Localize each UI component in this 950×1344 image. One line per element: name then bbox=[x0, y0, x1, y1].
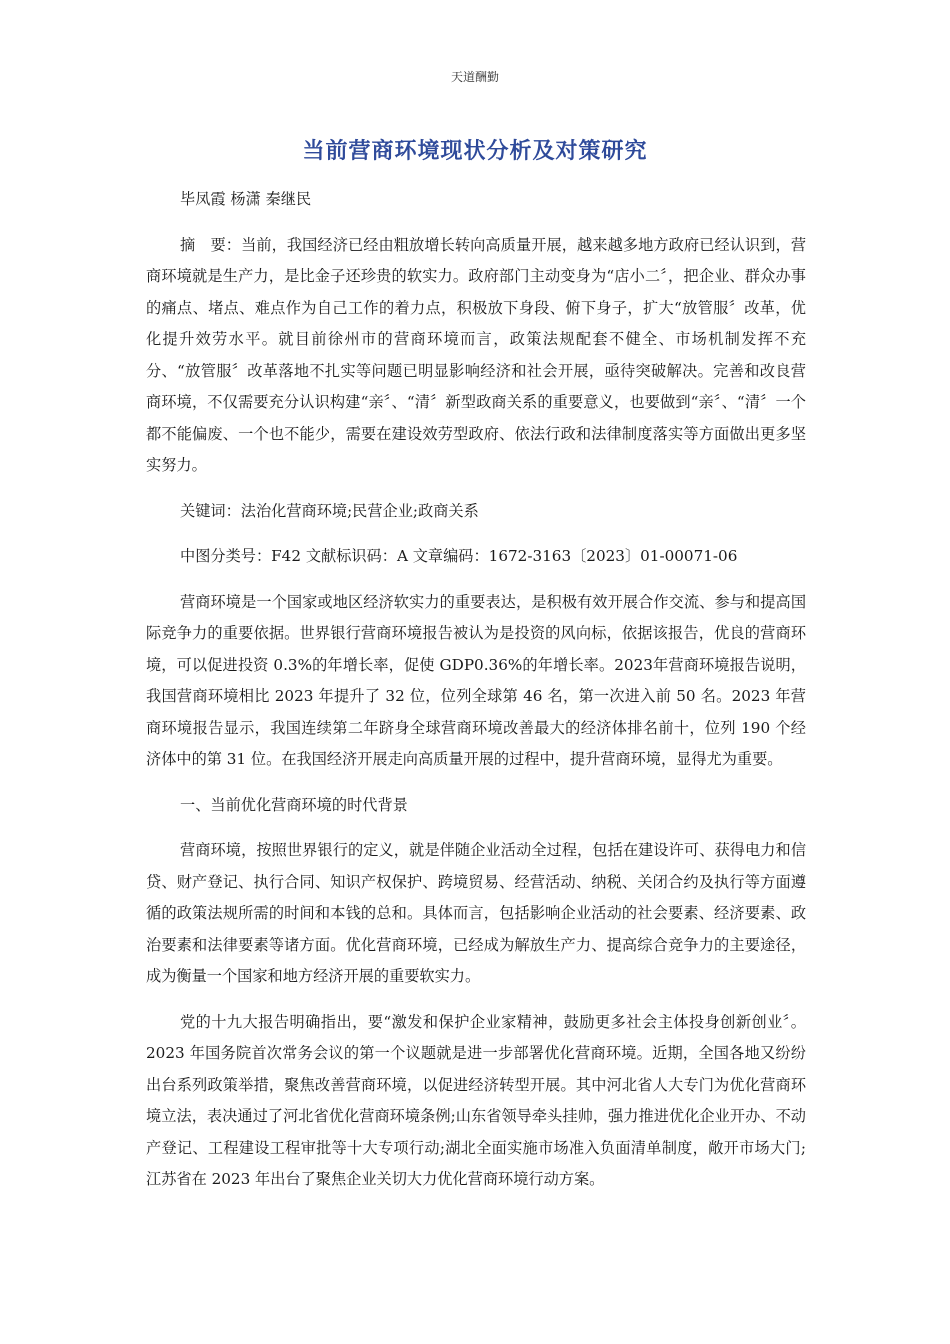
intro-paragraph: 营商环境是一个国家或地区经济软实力的重要表达，是积极有效开展合作交流、参与和提高国际竞争力的重要依据。世界银行营商环境报告被认为是投资的风向标，依据该报告，优良的营商环境，可以促进投资 0.3%的年增长率，促使 GDP0.36%的年增长率。2023年营商环境报告说明，我国营商环境相比 2023 年提升了 32 位，位列全球第 46 名，第一次进入前 50 名。2023 年营商环境报告显示，我国连续第二年跻身全球营商环境改善最大的经济体排名前十，位列 190 个经济体中的第 31 位。在我国经济开展走向高质量开展的过程中，提升营商环境，显得尤为重要。 bbox=[146, 592, 806, 768]
authors-line: 毕凤霞 杨潇 秦继民 bbox=[180, 190, 312, 208]
abstract-paragraph: 摘 要：当前，我国经济已经由粗放增长转向高质量开展，越来越多地方政府已经认识到，营商环境就是生产力，是比金子还珍贵的软实力。政府部门主动变身为“店小二〞，把企业、群众办事的痛点、堵点、难点作为自己工作的着力点，积极放下身段、俯下身子，扩大“放管服〞改革，优化提升效劳水平。就目前徐州市的营商环境而言，政策法规配套不健全、市场机制发挥不充分、“放管服〞改革落地不扎实等问题已明显影响经济和社会开展，亟待突破解决。完善和改良营商环境，不仅需要充分认识构建“亲〞、“清〞新型政商关系的重要意义，也要做到“亲〞、“清〞一个都不能偏废、一个也不能少，需要在建设效劳型政府、依法行政和法律制度落实等方面做出更多坚实努力。 bbox=[146, 235, 806, 474]
body-paragraph-definition: 营商环境，按照世界银行的定义，就是伴随企业活动全过程，包括在建设许可、获得电力和信贷、财产登记、执行合同、知识产权保护、跨境贸易、经营活动、纳税、关闭合约及执行等方面遵循的政策法规所需的时间和本钱的总和。具体而言，包括影响企业活动的社会要素、经济要素、政治要素和法律要素等诸方面。优化营商环境，已经成为解放生产力、提高综合竞争力的主要途径，成为衡量一个国家和地方经济开展的重要软实力。 bbox=[146, 841, 806, 985]
article-body bbox=[146, 184, 806, 1210]
keywords-line: 关键词：法治化营商环境;民营企业;政商关系 bbox=[180, 501, 479, 520]
running-header: 天道酬勤 bbox=[450, 70, 499, 84]
section-heading: 一、当前优化营商环境的时代背景 bbox=[180, 795, 408, 814]
body-paragraph-policy: 党的十九大报告明确指出，要“激发和保护企业家精神，鼓励更多社会主体投身创新创业〞。2023 年国务院首次常务会议的第一个议题就是进一步部署优化营商环境。近期，全国各地又纷纷出台系列政策举措，聚焦改善营商环境，以促进经济转型开展。其中河北省人大专门为优化营商环境立法，表决通过了河北省优化营商环境条例;山东省领导牵头挂帅，强力推进优化企业开办、不动产登记、工程建设工程审批等十大专项行动;湖北全面实施市场准入负面清单制度，敞开市场大门;江苏省在 2023 年出台了聚焦企业关切大力优化营商环境行动方案。 bbox=[146, 1012, 806, 1188]
article-title: 当前营商环境现状分析及对策研究 bbox=[302, 139, 648, 164]
classification-line: 中图分类号：F42 文献标识码：A 文章编码：1672-3163〔2023〕01-00071-06 bbox=[180, 547, 738, 565]
